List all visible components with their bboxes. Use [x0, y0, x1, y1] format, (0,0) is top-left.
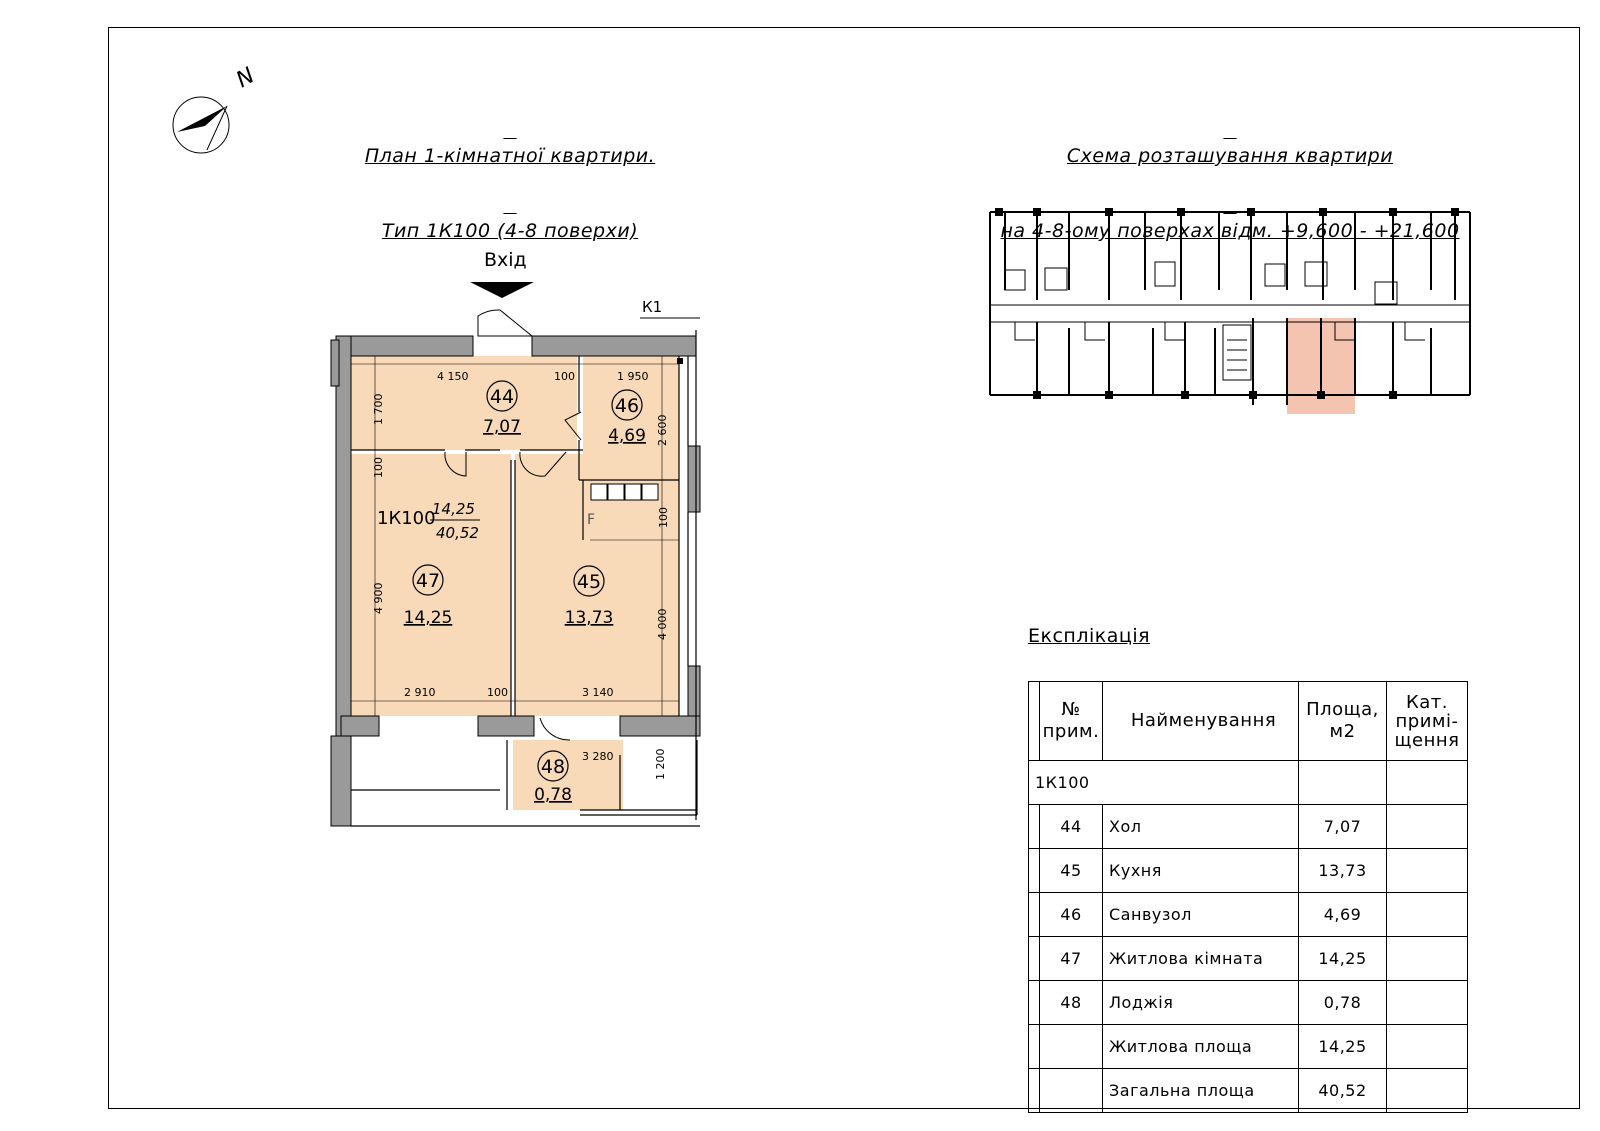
wall-left	[336, 336, 351, 736]
north-arrow-icon	[165, 62, 265, 162]
wall-bottom-mid	[478, 716, 534, 736]
header-area: Площа, м2	[1299, 682, 1387, 761]
dim-kitchen-wall: 100	[657, 507, 670, 528]
dim-hall-depth: 1 700	[372, 393, 385, 425]
loggia-wall-left	[331, 736, 351, 826]
explication-table	[1028, 681, 1468, 1113]
row-area: 14,25	[1299, 937, 1387, 981]
row-num: 45	[1040, 849, 1103, 893]
row-num: 46	[1040, 893, 1103, 937]
scheme-title-line2: на 4-8-ому поверхах відм. +9,600 - +21,600	[1000, 220, 1460, 242]
group-label: 1К100	[1029, 761, 1299, 805]
wall-right-upper	[688, 446, 700, 512]
row-area: 13,73	[1299, 849, 1387, 893]
explication-header-row	[1029, 682, 1468, 761]
header-category: Кат. примі- щення	[1387, 682, 1468, 761]
dim-hall-wall: 100	[554, 370, 575, 383]
row-num	[1040, 1069, 1103, 1113]
row-name: Лоджія	[1103, 981, 1299, 1025]
row-area: 0,78	[1299, 981, 1387, 1025]
entrance-label: Вхід	[484, 249, 527, 271]
wall-top-right	[532, 336, 696, 356]
row-area: 14,25	[1299, 1025, 1387, 1069]
row-name: Санвузол	[1103, 893, 1299, 937]
fixture-label: F	[587, 512, 596, 528]
dim-bath-depth: 2 600	[656, 414, 669, 446]
apartment-total-area: 40,52	[436, 524, 479, 542]
dim-room-width: 2 910	[404, 686, 436, 699]
row-area: 4,69	[1299, 893, 1387, 937]
row-num	[1040, 1025, 1103, 1069]
row-area: 40,52	[1299, 1069, 1387, 1113]
dim-middle-wall: 100	[487, 686, 508, 699]
row-name: Хол	[1103, 805, 1299, 849]
floor-scheme	[985, 200, 1475, 420]
row-num: 44	[1040, 805, 1103, 849]
apartment-living-area: 14,25	[432, 500, 475, 518]
table-row	[1029, 1025, 1468, 1069]
header-name: Найменування	[1103, 682, 1299, 761]
wall-top-left	[341, 336, 473, 356]
apartment-code: 1К100	[377, 508, 436, 529]
plan-title-line2: Тип 1К100 (4-8 поверхи)	[381, 220, 639, 242]
room-44-area: 7,07	[483, 417, 521, 437]
room-44-number: 44	[489, 386, 515, 408]
room-46-number: 46	[614, 395, 640, 417]
room-47-area: 14,25	[403, 608, 453, 628]
table-row	[1029, 1069, 1468, 1113]
plan-title-line1: План 1-кімнатної квартири.	[364, 145, 656, 167]
row-name: Загальна площа	[1103, 1069, 1299, 1113]
entrance-door	[478, 310, 532, 336]
dim-inner-wall-left: 100	[372, 457, 385, 478]
wall-bottom-left	[341, 716, 379, 736]
row-name: Житлова кімната	[1103, 937, 1299, 981]
dim-room-depth: 4 900	[372, 582, 385, 614]
table-row	[1029, 937, 1468, 981]
dim-loggia-depth: 1 200	[654, 748, 667, 780]
dim-hall-width: 4 150	[437, 370, 469, 383]
room-45-number: 45	[576, 571, 602, 593]
row-num: 47	[1040, 937, 1103, 981]
header-num: № прим.	[1040, 682, 1103, 761]
row-area: 7,07	[1299, 805, 1387, 849]
row-num: 48	[1040, 981, 1103, 1025]
scheme-title-line1: Схема розташування квартири	[1066, 145, 1394, 167]
kitchen-appliances	[591, 484, 658, 500]
wall-bottom-right	[620, 716, 700, 736]
room-48-number: 48	[540, 756, 566, 778]
table-row	[1029, 805, 1468, 849]
dim-kitchen-depth: 4 000	[656, 608, 669, 640]
dim-loggia-width: 3 280	[582, 750, 614, 763]
room-45-area: 13,73	[564, 608, 614, 628]
entrance-arrow-icon	[470, 282, 534, 298]
group-row	[1029, 761, 1468, 805]
room-46-area: 4,69	[608, 426, 646, 446]
dim-kitchen-width: 3 140	[582, 686, 614, 699]
explication-title: Експлікація	[1028, 625, 1151, 647]
room-47-number: 47	[415, 570, 441, 592]
table-row	[1029, 981, 1468, 1025]
north-label: N	[232, 63, 260, 94]
apartment-plan	[320, 240, 720, 880]
table-row	[1029, 893, 1468, 937]
row-name: Кухня	[1103, 849, 1299, 893]
row-name: Житлова площа	[1103, 1025, 1299, 1069]
room-48-area: 0,78	[534, 785, 572, 805]
table-row	[1029, 849, 1468, 893]
section-label: К1	[642, 298, 663, 316]
dim-bath-width: 1 950	[617, 370, 649, 383]
wall-left-side	[331, 340, 339, 386]
